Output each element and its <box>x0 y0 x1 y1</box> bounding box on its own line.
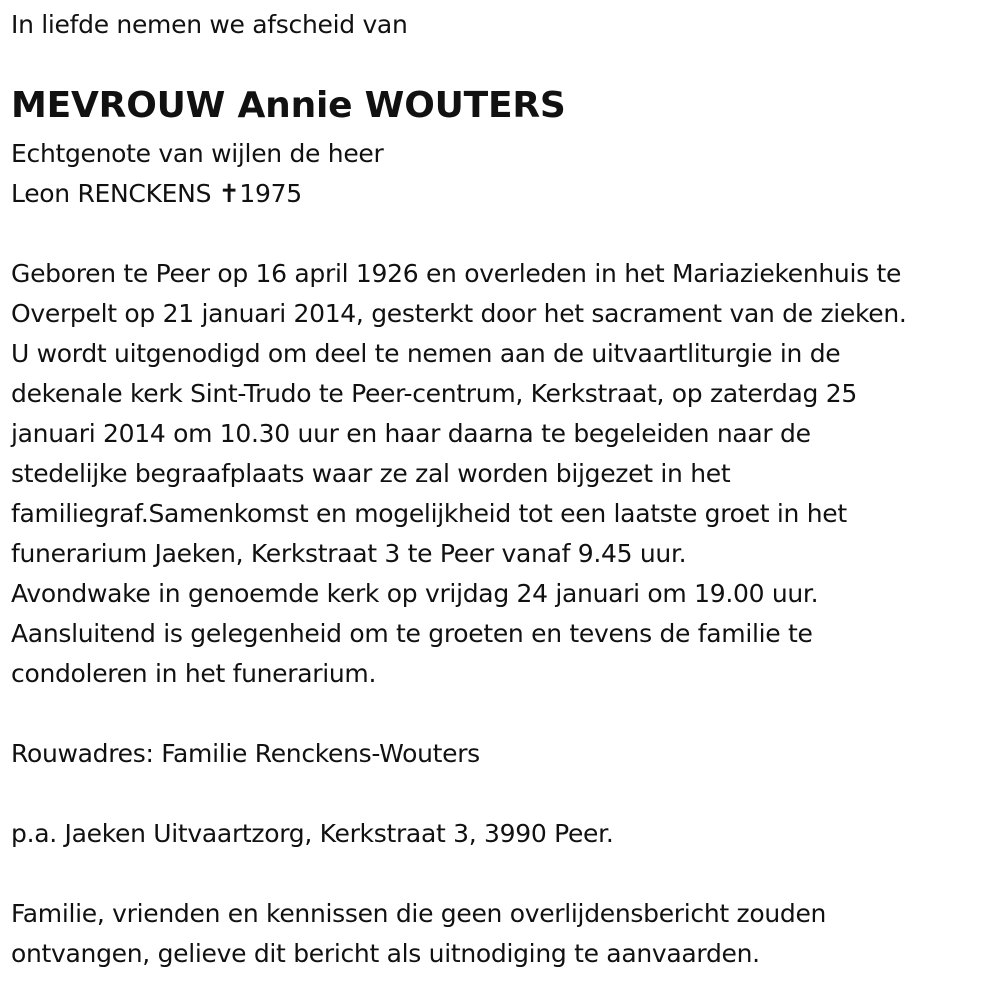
mourning-address: Rouwadres: Familie Renckens-Wouters <box>11 739 480 768</box>
closing-line-2: ontvangen, gelieve dit bericht als uitnodiging te aanvaarden. <box>11 939 760 968</box>
body-line: Avondwake in genoemde kerk op vrijdag 24 januari om 19.00 uur. <box>11 579 819 608</box>
body-line: januari 2014 om 10.30 uur en haar daarna te begeleiden naar de <box>11 419 811 448</box>
body-line: Overpelt op 21 januari 2014, gesterkt door het sacrament van de zieken. <box>11 299 907 328</box>
spouse-line-2: Leon RENCKENS ✝1975 <box>11 179 302 208</box>
spouse-info <box>11 134 383 214</box>
funeral-details <box>11 254 907 694</box>
deceased-name: MEVROUW Annie WOUTERS <box>11 85 566 126</box>
body-line: dekenale kerk Sint-Trudo te Peer-centrum, Kerkstraat, op zaterdag 25 <box>11 379 857 408</box>
postal-address: p.a. Jaeken Uitvaartzorg, Kerkstraat 3, 3990 Peer. <box>11 819 614 848</box>
body-line: stedelijke begraafplaats waar ze zal worden bijgezet in het <box>11 459 731 488</box>
body-line: Geboren te Peer op 16 april 1926 en overleden in het Mariaziekenhuis te <box>11 259 902 288</box>
closing-line-1: Familie, vrienden en kennissen die geen overlijdensbericht zouden <box>11 899 827 928</box>
body-line: Aansluitend is gelegenheid om te groeten en tevens de familie te <box>11 619 813 648</box>
body-line: U wordt uitgenodigd om deel te nemen aan de uitvaartliturgie in de <box>11 339 841 368</box>
body-line: familiegraf.Samenkomst en mogelijkheid tot een laatste groet in het <box>11 499 847 528</box>
body-line: condoleren in het funerarium. <box>11 659 377 688</box>
closing-note <box>11 894 826 974</box>
intro-text: In liefde nemen we afscheid van <box>11 10 408 39</box>
spouse-line-1: Echtgenote van wijlen de heer <box>11 139 384 168</box>
body-line: funerarium Jaeken, Kerkstraat 3 te Peer vanaf 9.45 uur. <box>11 539 687 568</box>
